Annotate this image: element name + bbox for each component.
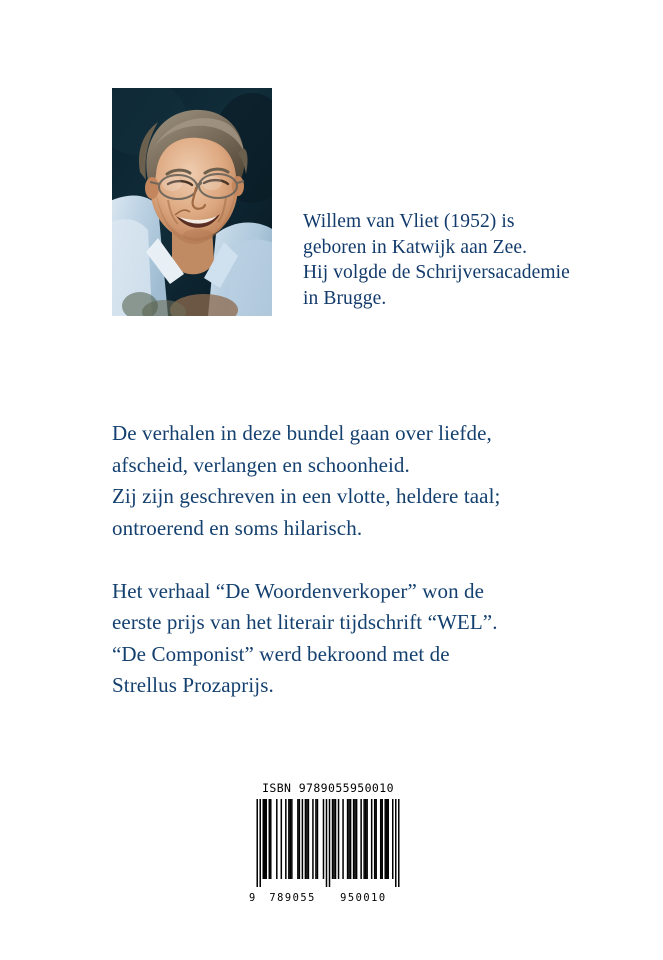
svg-text:789055: 789055 <box>269 890 316 905</box>
ean13-barcode <box>248 799 408 911</box>
isbn-barcode-block <box>248 781 408 911</box>
bio-line: in Brugge. <box>303 287 387 309</box>
blurb-line: Het verhaal “De Woordenverkoper” won de <box>112 578 485 603</box>
blurb-line: ontroerend en soms hilarisch. <box>112 515 363 540</box>
back-cover-blurb <box>112 418 582 702</box>
bio-line: Willem van Vliet (1952) is <box>303 211 515 232</box>
blurb-line: afscheid, verlangen en schoonheid. <box>112 452 410 477</box>
author-bio-text <box>303 209 613 311</box>
blurb-line: “De Componist” werd bekroond met de <box>112 641 450 666</box>
blurb-line: Zij zijn geschreven in een vlotte, heldere taal; <box>112 484 501 508</box>
blurb-line: Strellus Prozaprijs. <box>112 673 274 697</box>
bio-line: geboren in Katwijk aan Zee. <box>303 236 528 258</box>
svg-text:9: 9 <box>248 890 256 905</box>
bio-line: Hij volgde de Schrijversacademie <box>303 262 570 283</box>
blurb-paragraph <box>112 418 582 544</box>
blurb-line: eerste prijs van het literair tijdschrift “WEL”. <box>112 610 498 634</box>
blurb-line: De verhalen in deze bundel gaan over liefde, <box>112 421 492 445</box>
isbn-number-label: ISBN 9789055950010 <box>262 781 394 795</box>
author-portrait-photo <box>112 88 272 316</box>
blurb-paragraph <box>112 576 582 702</box>
svg-text:950010: 950010 <box>340 890 387 905</box>
